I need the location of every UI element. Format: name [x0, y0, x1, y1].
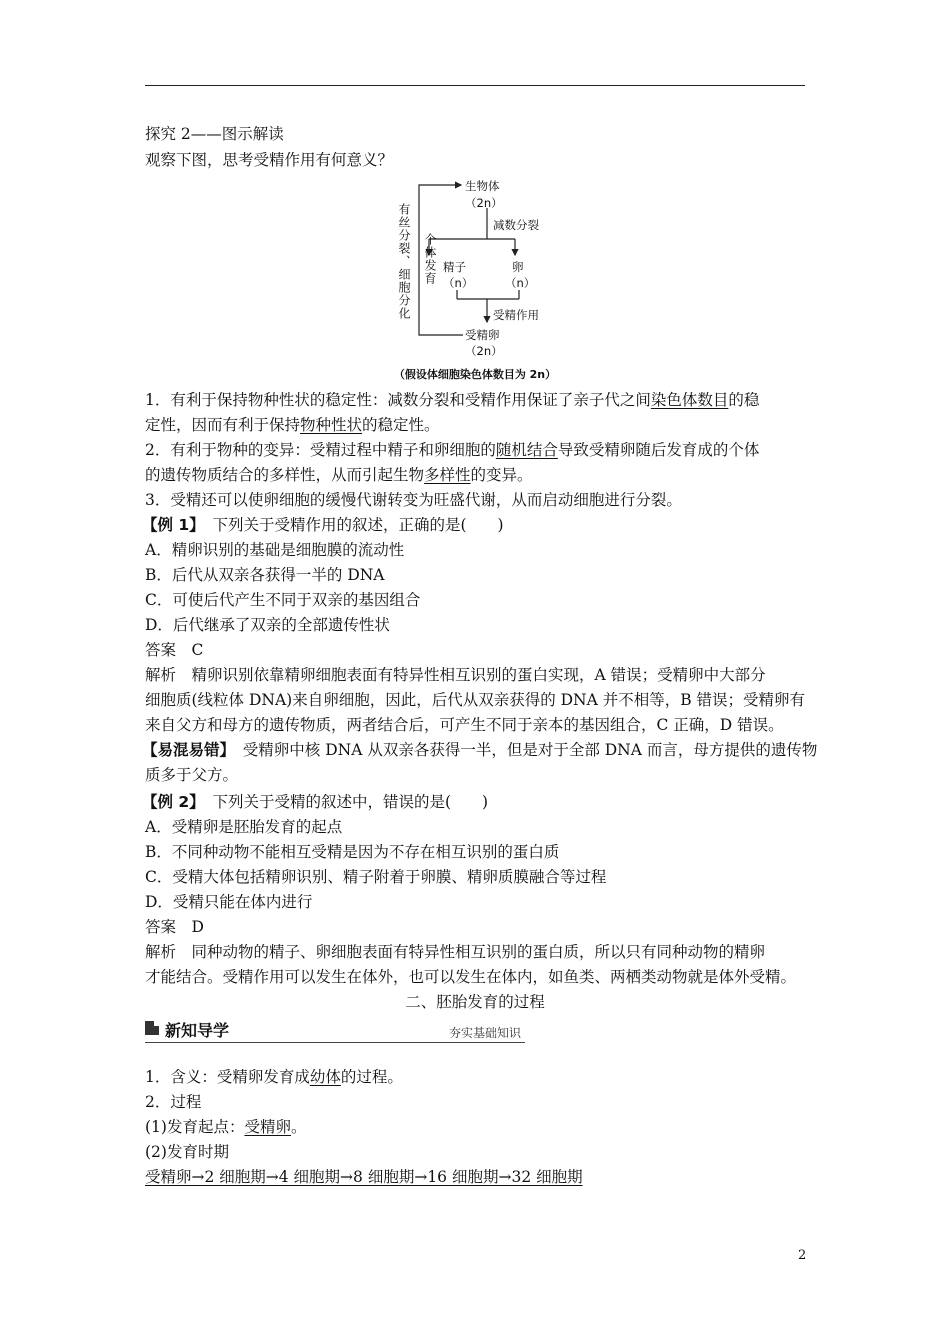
example-2-stem: 【例 2】 下列关于受精的叙述中，错误的是( ): [142, 793, 489, 811]
example-2-answer: 答案 D: [145, 918, 204, 936]
confusion-note-1: 【易混易错】 受精卵中核 DNA 从双亲各获得一半，但是对于全部 DNA 而言，母方提供的遗传物: [142, 741, 818, 759]
point-1-line-1: 1．有利于保持物种性状的稳定性：减数分裂和受精作用保证了亲子代之间染色体数目的稳: [145, 391, 760, 409]
section-bar-title: 新知导学: [165, 1021, 230, 1040]
sperm-label: 精子: [443, 260, 466, 274]
example-2-option-a: A．受精卵是胚胎发育的起点: [145, 818, 343, 836]
point-2-line-2: 的遗传物质结合的多样性，从而引起生物多样性的变异。: [145, 466, 533, 484]
sperm-ploidy: （n）: [443, 276, 474, 290]
example-1-stem: 【例 1】 下列关于受精作用的叙述，正确的是( ): [142, 516, 504, 534]
example-1-analysis-3: 来自父方和母方的遗传物质，两者结合后，可产生不同于亲本的基因组合，C 正确，D 错误。: [145, 716, 784, 734]
process-line: 2．过程: [145, 1093, 202, 1111]
egg-label: 卵: [512, 260, 524, 274]
header-rule: [145, 85, 805, 86]
mitosis-differentiation-label: 有丝分裂、细胞分化: [397, 203, 411, 320]
point-1-line-2: 定性，因而有利于保持物种性状的稳定性。: [145, 416, 440, 434]
section-bar: [145, 1020, 525, 1043]
egg-ploidy: （n）: [505, 276, 536, 290]
stages-heading: (2)发育时期: [145, 1143, 229, 1161]
zygote-label: 受精卵: [465, 328, 500, 342]
section-2-title: 二、胚胎发育的过程: [405, 993, 545, 1011]
organism-label: 生物体: [465, 179, 500, 193]
start-point-line: (1)发育起点：受精卵。: [145, 1118, 307, 1136]
meaning-line: 1．含义：受精卵发育成幼体的过程。: [145, 1068, 403, 1086]
confusion-note-2: 质多于父方。: [145, 766, 239, 784]
meiosis-label: 减数分裂: [493, 218, 539, 232]
organism-ploidy: （2n）: [465, 196, 503, 210]
stages-sequence: 受精卵→2 细胞期→4 细胞期→8 细胞期→16 细胞期→32 细胞期: [145, 1168, 583, 1186]
point-2-line-1: 2．有利于物种的变异：受精过程中精子和卵细胞的随机结合导致受精卵随后发育成的个体: [145, 441, 760, 459]
section-heading: 探究 2——图示解读: [145, 125, 284, 143]
example-2-option-d: D．受精只能在体内进行: [145, 893, 313, 911]
development-label: 个体发育: [423, 233, 437, 285]
section-square-icon: [145, 1021, 159, 1035]
example-2-analysis-1: 解析 同种动物的精子、卵细胞表面有特异性相互识别的蛋白质，所以只有同种动物的精卵: [145, 943, 766, 961]
section-bar-subtitle: 夯实基础知识: [448, 1026, 521, 1040]
fertilization-diagram: [395, 175, 575, 365]
example-1-analysis-1: 解析 精卵识别依靠精卵细胞表面有特异性相互识别的蛋白实现，A 错误；受精卵中大部分: [145, 666, 766, 684]
question-text: 观察下图，思考受精作用有何意义？: [145, 151, 394, 169]
diagram-caption: （假设体细胞染色体数目为 2n）: [393, 368, 557, 381]
example-1-option-a: A．精卵识别的基础是细胞膜的流动性: [145, 541, 405, 559]
example-1-option-d: D．后代继承了双亲的全部遗传性状: [145, 616, 390, 634]
zygote-ploidy: （2n）: [465, 344, 503, 358]
example-2-option-c: C．受精大体包括精卵识别、精子附着于卵膜、精卵质膜融合等过程: [145, 868, 607, 886]
example-1-answer: 答案 C: [145, 641, 204, 659]
example-1-option-c: C．可使后代产生不同于双亲的基因组合: [145, 591, 421, 609]
point-3: 3．受精还可以使卵细胞的缓慢代谢转变为旺盛代谢，从而启动细胞进行分裂。: [145, 491, 682, 509]
example-2-option-b: B．不同种动物不能相互受精是因为不存在相互识别的蛋白质: [145, 843, 560, 861]
page-number: 2: [798, 1248, 807, 1263]
fertilization-label: 受精作用: [493, 308, 539, 322]
example-1-analysis-2: 细胞质(线粒体 DNA)来自卵细胞，因此，后代从双亲获得的 DNA 并不相等，B 错误；受精卵有: [145, 691, 806, 709]
example-2-analysis-2: 才能结合。受精作用可以发生在体外，也可以发生在体内，如鱼类、两栖类动物就是体外受精。: [145, 968, 797, 986]
example-1-option-b: B．后代从双亲各获得一半的 DNA: [145, 566, 385, 584]
